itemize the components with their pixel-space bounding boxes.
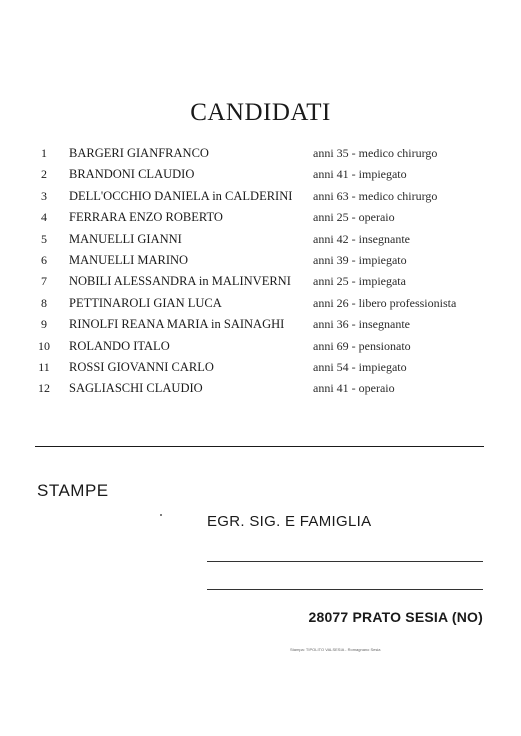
printer-credit: Stampa: TIPOLITO VALSESIA - Romagnano Sesia [290,647,381,652]
stampe-label: STAMPE [37,481,109,500]
candidate-name: BRANDONI CLAUDIO [69,167,195,182]
candidate-name: MANUELLI MARINO [69,253,189,267]
list-item [0,314,521,335]
list-item [0,357,521,378]
city-postcode: 28077 PRATO SESIA (NO) [308,609,483,625]
candidate-name: BARGERI GIANFRANCO [69,146,209,160]
candidate-number: 2 [41,167,47,182]
candidate-number: 5 [41,231,47,246]
list-item [0,164,521,185]
candidate-age-profession: anni 25 - operaio [313,210,395,225]
list-item [0,186,521,207]
candidate-age-profession: anni 36 - insegnante [313,317,410,332]
candidate-name: FERRARA ENZO ROBERTO [69,210,223,225]
list-item [0,336,521,357]
candidate-number: 4 [41,210,47,225]
candidate-name: DELL'OCCHIO DANIELA in CALDERINI [69,188,293,203]
list-item [0,378,521,399]
ink-dot [160,514,162,516]
candidate-name: ROSSI GIOVANNI CARLO [69,360,214,374]
candidate-name: NOBILI ALESSANDRA in MALINVERNI [69,274,291,289]
candidate-age-profession: anni 39 - impiegato [313,253,407,267]
candidate-age-profession: anni 69 - pensionato [313,338,411,353]
list-item [0,207,521,228]
candidate-age-profession: anni 54 - impiegato [313,360,407,374]
candidate-number: 9 [41,317,47,332]
address-line-1 [207,561,483,562]
candidate-age-profession: anni 41 - operaio [313,381,395,396]
list-item [0,229,521,250]
candidate-number: 8 [41,295,47,310]
candidate-number: 11 [38,360,50,374]
addressee-label: EGR. SIG. E FAMIGLIA [207,513,372,530]
candidate-name: RINOLFI REANA MARIA in SAINAGHI [69,317,285,332]
candidate-age-profession: anni 25 - impiegata [313,274,406,289]
candidate-name: MANUELLI GIANNI [69,231,182,246]
candidate-number: 6 [41,253,47,267]
list-item [0,271,521,292]
list-item [0,293,521,314]
candidate-name: ROLANDO ITALO [69,338,170,353]
candidate-number: 12 [38,381,50,396]
page-title: CANDIDATI [190,99,331,126]
address-line-2 [207,589,483,590]
candidate-number: 10 [38,338,50,353]
candidate-age-profession: anni 35 - medico chirurgo [313,146,438,160]
candidate-number: 7 [41,274,47,289]
candidate-name: PETTINAROLI GIAN LUCA [69,295,222,310]
candidate-name: SAGLIASCHI CLAUDIO [69,381,203,396]
candidate-number: 3 [41,188,47,203]
candidate-age-profession: anni 41 - impiegato [313,167,407,182]
candidate-age-profession: anni 42 - insegnante [313,231,410,246]
list-item [0,250,521,271]
divider-line [35,446,484,447]
candidate-age-profession: anni 26 - libero professionista [313,295,457,310]
candidate-age-profession: anni 63 - medico chirurgo [313,188,438,203]
list-item [0,143,521,164]
candidate-number: 1 [41,146,47,160]
